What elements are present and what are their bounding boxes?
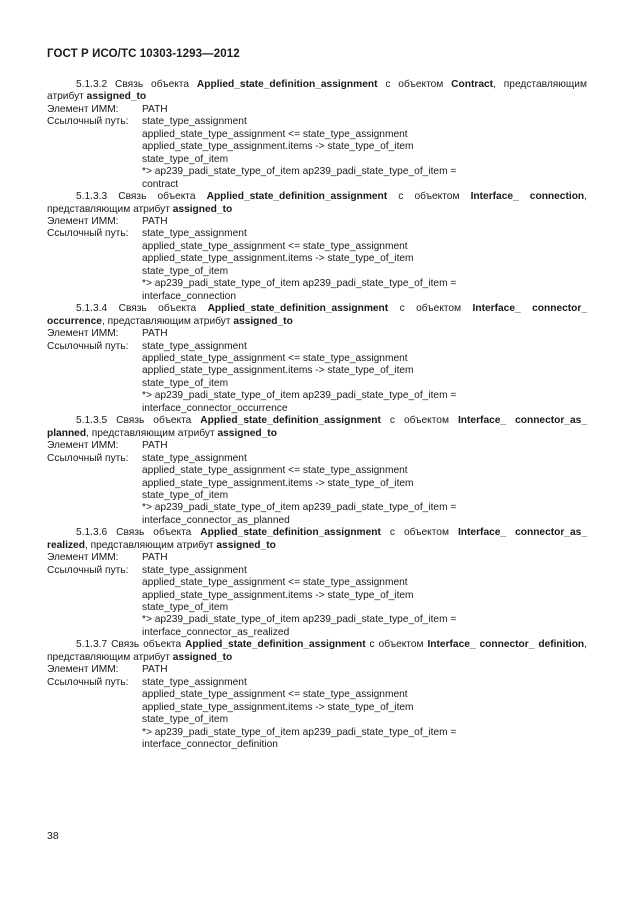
path-line: state_type_of_item (142, 602, 229, 614)
section-number: 5.1.3.3 (76, 191, 108, 203)
path-line: applied_state_type_assignment.items -> state_type_of_item (142, 365, 414, 377)
path-line: applied_state_type_assignment <= state_type_assignment (142, 240, 408, 252)
path-line: state_type_of_item (142, 714, 229, 726)
path-line: applied_state_type_assignment <= state_type_assignment (142, 465, 408, 477)
path-line: state_type_of_item (142, 153, 229, 165)
path-line: state_type_of_item (142, 265, 229, 277)
attribute-name: assigned_to (86, 91, 147, 103)
path-line: state_type_assignment (142, 116, 247, 128)
element-value: PATH (142, 103, 168, 115)
path-line: applied_state_type_assignment.items -> state_type_of_item (142, 477, 414, 489)
element-label: Элемент ИММ: (47, 103, 119, 115)
path-line: applied_state_type_assignment.items -> state_type_of_item (142, 253, 414, 265)
path-row (47, 677, 587, 689)
attribute-name: assigned_to (233, 315, 293, 327)
entity-name: Applied_state_definition_assignment (196, 79, 378, 90)
document-body (47, 79, 587, 751)
path-line: applied_state_type_assignment <= state_type_assignment (142, 128, 408, 140)
path-line: *> ap239_padi_state_type_of_item ap239_padi_state_type_of_item = (142, 390, 457, 402)
mapping-section (47, 527, 587, 639)
element-value: PATH (142, 215, 168, 227)
page-header: ГОСТ Р ИСО/ТС 10303-1293—2012 (47, 48, 240, 60)
attribute-name: assigned_to (172, 203, 233, 215)
path-line: state_type_of_item (142, 489, 229, 501)
section-heading: 5.1.3.6 Связь объекта Applied_state_definition_assignment с объектом Interface_ connector_as_ realized, представляющим атрибут assigned_to (47, 527, 588, 551)
element-row (47, 328, 587, 340)
section-number: 5.1.3.4 (76, 303, 108, 315)
target-entity: Interface_ connector_as_ planned (47, 415, 588, 439)
element-value: PATH (142, 552, 168, 564)
path-line: applied_state_type_assignment.items -> state_type_of_item (142, 589, 414, 601)
path-line: *> ap239_padi_state_type_of_item ap239_padi_state_type_of_item = (142, 614, 457, 626)
path-line: applied_state_type_assignment <= state_type_assignment (142, 577, 408, 589)
entity-name: Applied_state_definition_assignment (206, 191, 388, 203)
element-value: PATH (142, 664, 168, 676)
path-line: *> ap239_padi_state_type_of_item ap239_padi_state_type_of_item = (142, 278, 457, 290)
path-line: state_type_assignment (142, 452, 247, 464)
section-heading: 5.1.3.2 Связь объекта Applied_state_definition_assignment с объектом Contract, представляющим атрибут assigned_to (47, 79, 587, 103)
path-line: *> ap239_padi_state_type_of_item ap239_padi_state_type_of_item = (142, 726, 457, 738)
path-row (47, 341, 587, 353)
path-line: state_type_assignment (142, 228, 247, 240)
element-row (47, 216, 587, 228)
path-label: Ссылочный путь: (47, 228, 129, 240)
section-number: 5.1.3.5 (76, 415, 108, 427)
path-line: state_type_assignment (142, 676, 247, 688)
element-label: Элемент ИММ: (47, 215, 119, 227)
path-row (47, 565, 587, 577)
mapping-section (47, 191, 587, 303)
path-line: interface_connector_as_realized (142, 626, 290, 638)
entity-name: Applied_state_definition_assignment (200, 415, 381, 427)
path-label: Ссылочный путь: (47, 452, 129, 464)
section-number: 5.1.3.6 (76, 527, 108, 539)
mapping-section (47, 415, 587, 527)
path-line: *> ap239_padi_state_type_of_item ap239_padi_state_type_of_item = (142, 166, 457, 178)
element-label: Элемент ИММ: (47, 664, 119, 676)
target-entity: Interface_ connector_ definition (427, 639, 585, 651)
mapping-section (47, 79, 587, 191)
target-entity: Interface_ connector_as_ realized (47, 527, 588, 551)
path-line: state_type_of_item (142, 377, 229, 389)
mapping-section (47, 639, 587, 751)
path-line: applied_state_type_assignment <= state_type_assignment (142, 689, 408, 701)
target-entity: Interface_ connector_ occurrence (47, 303, 588, 327)
element-label: Элемент ИММ: (47, 552, 119, 564)
element-value: PATH (142, 440, 168, 452)
path-label: Ссылочный путь: (47, 564, 129, 576)
attribute-name: assigned_to (216, 539, 276, 551)
target-entity: Contract (451, 79, 494, 90)
entity-name: Applied_state_definition_assignment (207, 303, 389, 315)
section-heading: 5.1.3.3 Связь объекта Applied_state_definition_assignment с объектом Interface_ connection, представляющим атрибут assigned_to (47, 191, 587, 215)
attribute-name: assigned_to (172, 651, 233, 663)
path-line: contract (142, 178, 179, 190)
element-label: Элемент ИММ: (47, 440, 119, 452)
path-row (47, 228, 587, 240)
path-label: Ссылочный путь: (47, 116, 129, 128)
section-number: 5.1.3.7 (76, 639, 108, 651)
entity-name: Applied_state_definition_assignment (185, 639, 366, 651)
path-line: interface_connector_definition (142, 739, 278, 751)
attribute-name: assigned_to (217, 427, 277, 439)
path-line: interface_connection (142, 290, 237, 302)
element-row (47, 104, 587, 116)
target-entity: Interface_ connection (470, 191, 585, 203)
path-line: applied_state_type_assignment.items -> state_type_of_item (142, 141, 414, 153)
path-label: Ссылочный путь: (47, 340, 129, 352)
page-number: 38 (47, 830, 59, 842)
path-line: applied_state_type_assignment.items -> state_type_of_item (142, 701, 414, 713)
path-line: state_type_assignment (142, 564, 247, 576)
element-row (47, 440, 587, 452)
entity-name: Applied_state_definition_assignment (200, 527, 381, 539)
element-row (47, 664, 587, 676)
path-line: applied_state_type_assignment <= state_type_assignment (142, 352, 408, 364)
path-label: Ссылочный путь: (47, 676, 129, 688)
path-line: state_type_assignment (142, 340, 247, 352)
element-row (47, 552, 587, 564)
path-line: *> ap239_padi_state_type_of_item ap239_padi_state_type_of_item = (142, 502, 457, 514)
path-row (47, 116, 587, 128)
path-row (47, 453, 587, 465)
element-label: Элемент ИММ: (47, 328, 119, 340)
section-heading: 5.1.3.7 Связь объекта Applied_state_definition_assignment с объектом Interface_ connector_ definition, представляющим атрибут assigned_to (47, 639, 587, 663)
section-number: 5.1.3.2 (76, 79, 108, 90)
section-heading: 5.1.3.5 Связь объекта Applied_state_definition_assignment с объектом Interface_ connector_as_ planned, представляющим атрибут assigned_to (47, 415, 588, 439)
section-heading: 5.1.3.4 Связь объекта Applied_state_definition_assignment с объектом Interface_ connector_ occurrence, представляющим атрибут assigned_to (47, 303, 588, 327)
path-line: interface_connector_occurrence (142, 402, 288, 414)
path-line: interface_connector_as_planned (142, 514, 290, 526)
mapping-section (47, 303, 587, 415)
element-value: PATH (142, 328, 168, 340)
